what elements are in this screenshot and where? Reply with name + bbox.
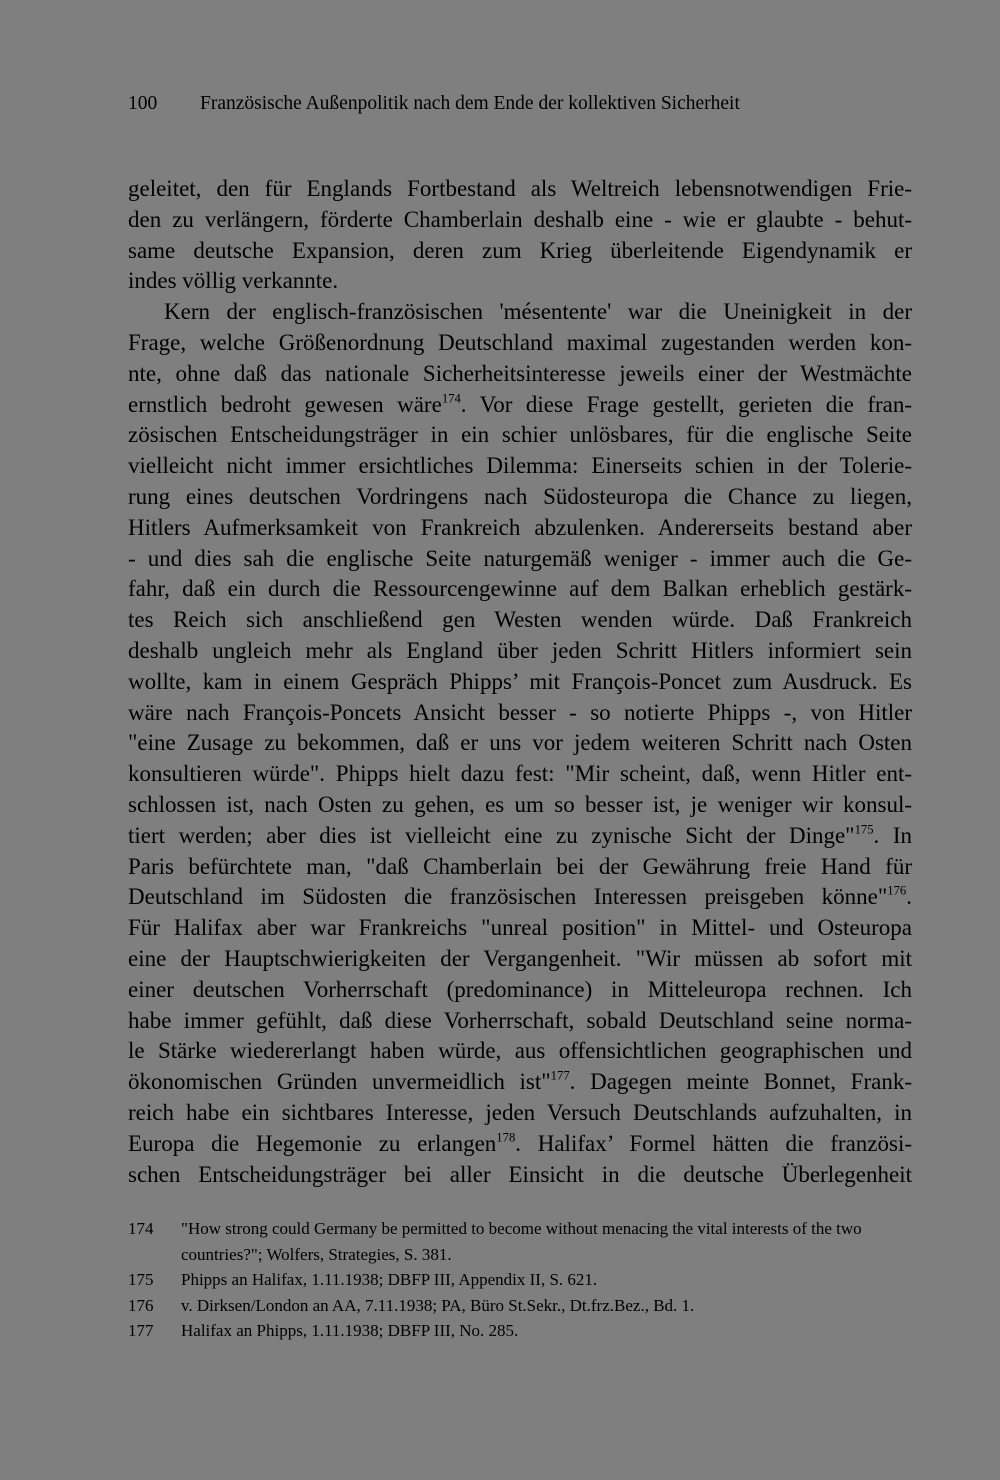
text-segment: . Halifax’ Formel hätten die französi- [515,1130,912,1156]
text-line: wäre nach François-Poncets Ansicht besser - so notierte Phipps -, von Hitler [128,699,912,725]
text-line: Kern der englisch-französischen 'mésentente' war die Uneinigkeit in der [164,299,912,325]
footnote-number: 174 [128,1219,154,1238]
footnote-number: 177 [128,1321,154,1340]
footnote-text: Phipps an Halifax, 1.11.1938; DBFP III, Appendix II, S. 621. [181,1270,598,1289]
text-line: zösischen Entscheidungsträger in ein schier unlösbares, für die englische Seite [128,422,912,448]
page-number: 100 [128,93,158,114]
text-segment: . In [873,822,912,848]
text-line: wollte, kam in einem Gespräch Phipps’ mit François-Poncet zum Ausdruck. Es [128,668,912,694]
running-header [128,92,908,116]
text-segment: . Dagegen meinte Bonnet, Frank- [569,1069,912,1095]
footnote-number: 176 [128,1295,154,1315]
footnote-ref-174: 174 [441,391,461,406]
text-line: Frage, welche Größenordnung Deutschland maximal zugestanden werden kon- [128,329,912,355]
text-line: eine der Hauptschwierigkeiten der Vergangenheit. "Wir müssen ab sofort mit [128,945,912,971]
text-line: konsultieren würde". Phipps hielt dazu fest: "Mir scheint, daß, wenn Hitler ent- [128,761,912,787]
text-line: fahr, daß ein durch die Ressourcengewinne auf dem Balkan erheblich gestärk- [128,576,912,602]
footnote-text: Halifax an Phipps, 1.11.1938; DBFP III, No. 285. [181,1321,519,1340]
footnotes [128,1216,912,1344]
text-line: reich habe ein sichtbares Interesse, jeden Versuch Deutschlands aufzuhalten, in [128,1099,912,1125]
body-text [128,174,912,1190]
text-line: nte, ohne daß das nationale Sicherheitsinteresse jeweils einer der Westmächte [128,360,912,386]
text-line: einer deutschen Vorherrschaft (predominance) in Mitteleuropa rechnen. Ich [128,976,912,1002]
text-line [128,882,912,913]
text-line: Hitlers Aufmerksamkeit von Frankreich abzulenken. Andererseits bestand aber [128,514,912,540]
text-segment: Europa die Hegemonie zu erlangen [128,1130,497,1156]
footnote-177 [128,1318,912,1344]
text-segment: Deutschland im Südosten die französischen Interessen preisgeben könne" [128,884,888,910]
text-line: Paris befürchtete man, "daß Chamberlain bei der Gewährung freie Hand für [128,853,912,879]
text-line: geleitet, den für Englands Fortbestand als Weltreich lebensnotwendigen Frie- [128,176,912,201]
text-line: deshalb ungleich mehr als England über jeden Schritt Hitlers informiert sein [128,637,912,663]
footnote-text: "How strong could Germany be permitted to become without menacing the vital interests of the two countries?"; Wolfers, Strategies, S. 381. [181,1219,862,1264]
text-segment: tiert werden; aber dies ist vielleicht eine zu zynische Sicht der Dinge" [128,822,855,848]
text-line [128,1067,912,1098]
text-line [128,821,912,852]
footnote-174 [128,1216,912,1267]
footnote-ref-178: 178 [496,1130,516,1145]
text-segment: . [906,884,912,910]
text-line: habe immer gefühlt, daß diese Vorherrschaft, sobald Deutschland seine norma- [128,1007,912,1033]
text-segment: ökonomischen Gründen unvermeidlich ist" [128,1069,551,1095]
text-line: schen Entscheidungsträger bei aller Einsicht in die deutsche Überlegenheit [128,1161,912,1187]
text-line: tes Reich sich anschließend gen Westen wenden würde. Daß Frankreich [128,607,912,633]
text-line: rung eines deutschen Vordringens nach Südosteuropa die Chance zu liegen, [128,483,912,509]
text-line: - und dies sah die englische Seite naturgemäß weniger - immer auch die Ge- [128,545,912,571]
text-line: same deutsche Expansion, deren zum Krieg überleitende Eigendynamik er [128,237,912,263]
footnote-176 [128,1293,912,1319]
footnote-number: 175 [128,1270,154,1289]
footnote-text: v. Dirksen/London an AA, 7.11.1938; PA, Büro St.Sekr., Dt.frz.Bez., Bd. 1. [181,1295,695,1315]
text-line [128,1129,912,1160]
text-line [128,390,912,421]
text-line: indes völlig verkannte. [128,268,339,294]
text-line: "eine Zusage zu bekommen, daß er uns vor jedem weiteren Schritt nach Osten [128,730,912,756]
footnote-ref-176: 176 [887,883,907,898]
text-line: den zu verlängern, förderte Chamberlain deshalb eine - wie er glaubte - behut- [128,206,912,232]
text-segment: . Vor diese Frage gestellt, gerieten die fran- [460,391,913,417]
footnote-ref-175: 175 [854,822,874,837]
text-line: le Stärke wiedererlangt haben würde, aus offensichtlichen geographischen und [128,1038,912,1064]
running-title: Französische Außenpolitik nach dem Ende der kollektiven Sicherheit [200,93,740,114]
text-line: vielleicht nicht immer ersichtliches Dilemma: Einerseits schien in der Tolerie- [128,453,912,479]
footnote-175 [128,1267,912,1293]
text-segment: ernstlich bedroht gewesen wäre [128,391,442,417]
text-line: schlossen ist, nach Osten zu gehen, es um so besser ist, je weniger wir konsul- [128,791,912,817]
text-line: Für Halifax aber war Frankreichs "unreal position" in Mittel- und Osteuropa [128,915,912,941]
footnote-ref-177: 177 [550,1068,570,1083]
